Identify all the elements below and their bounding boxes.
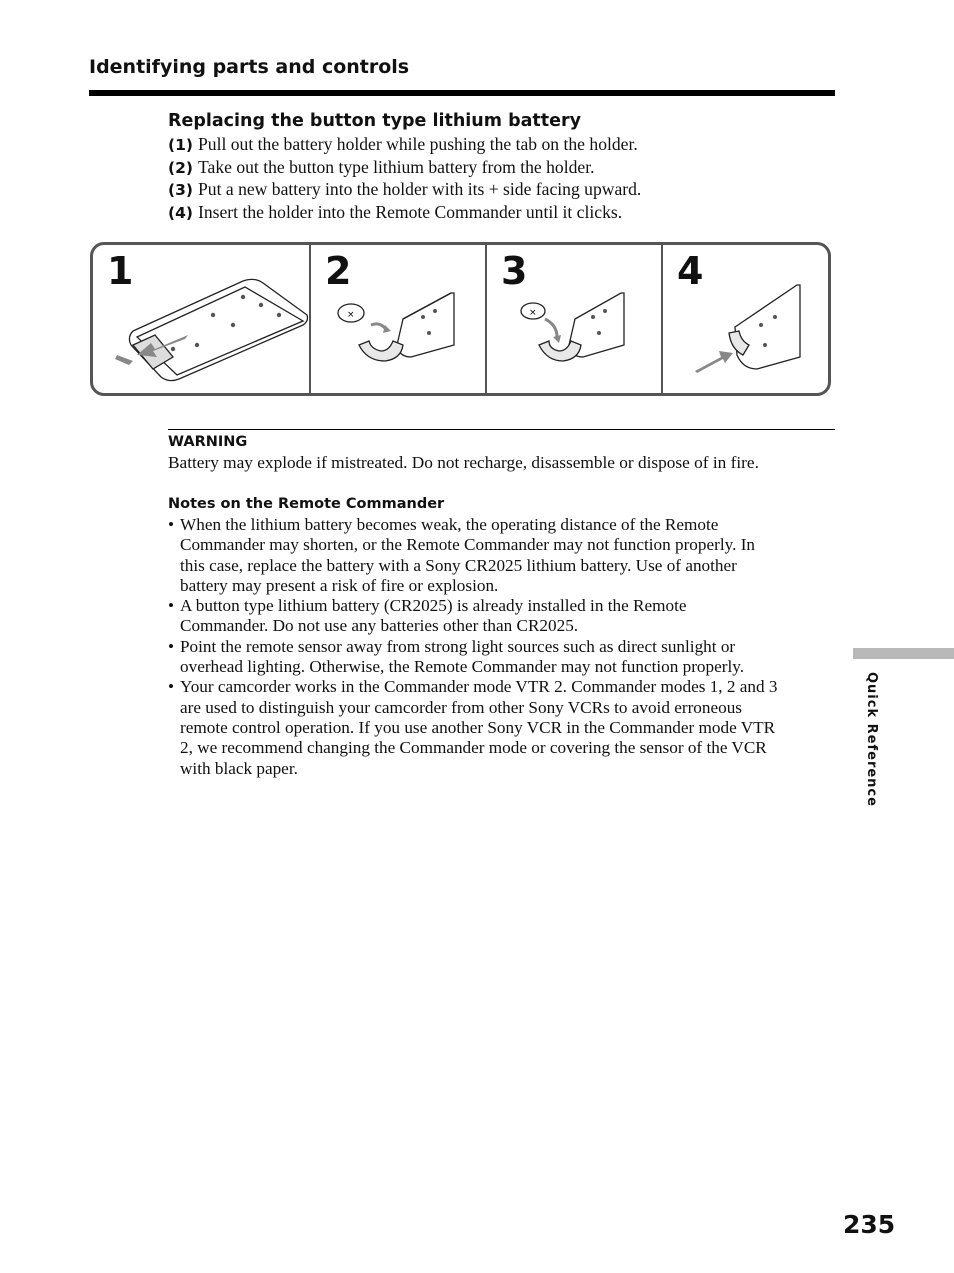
step-text: Take out the button type lithium battery from the holder.	[198, 156, 595, 177]
subsection-title: Replacing the button type lithium battery	[168, 111, 582, 131]
steps-list	[168, 133, 641, 224]
header-rule	[89, 90, 835, 96]
step-number: (1)	[168, 136, 193, 154]
notes-list	[168, 515, 843, 779]
note-line: When the lithium battery becomes weak, the operating distance of the Remote	[180, 515, 719, 534]
figure-panel-4	[663, 245, 831, 393]
step-item	[168, 156, 641, 179]
note-line: remote control operation. If you use another Sony VCR in the Commander mode VTR	[180, 717, 776, 737]
step-item	[168, 133, 641, 156]
battery-replacement-figure	[90, 242, 831, 396]
figure-panel-1	[93, 245, 309, 393]
step-number: (4)	[168, 204, 193, 223]
note-line: Commander may shorten, or the Remote Commander may not function properly. In	[180, 535, 756, 555]
step-label: 4	[677, 249, 704, 293]
note-item	[168, 515, 843, 596]
step-number: (2)	[168, 158, 193, 177]
note-line: Commander. Do not use any batteries other than CR2025.	[180, 616, 579, 636]
step-item	[168, 178, 641, 201]
battery-insertion-illustration	[487, 245, 661, 393]
bullet: •	[168, 515, 175, 534]
note-item	[168, 596, 843, 637]
figure-panel-3	[487, 245, 661, 393]
warning-title: WARNING	[168, 434, 248, 450]
svg-text:×: ×	[347, 310, 355, 320]
note-line: Point the remote sensor away from strong light sources such as direct sunlight or	[180, 636, 736, 656]
note-line: battery may present a risk of fire or explosion.	[180, 575, 499, 595]
warning-rule	[168, 429, 835, 430]
step-item	[168, 201, 641, 224]
step-label: 1	[107, 249, 134, 293]
step-text: Insert the holder into the Remote Commander until it clicks.	[198, 202, 623, 223]
note-line: Your camcorder works in the Commander mode VTR 2. Commander modes 1, 2 and 3	[180, 677, 778, 697]
page-number: 235	[843, 1210, 896, 1239]
figure-panel-2	[311, 245, 485, 393]
side-tab-label: Quick Reference	[864, 672, 879, 807]
notes-title: Notes on the Remote Commander	[168, 496, 445, 512]
warning-text: Battery may explode if mistreated. Do not recharge, disassemble or dispose of in fire.	[168, 453, 759, 472]
side-tab-marker	[853, 648, 954, 659]
battery-removal-illustration	[311, 245, 485, 393]
note-line: are used to distinguish your camcorder from other Sony VCRs to avoid erroneous	[180, 697, 742, 717]
step-text: Put a new battery into the holder with its + side facing upward.	[198, 179, 642, 200]
step-label: 3	[501, 249, 528, 293]
note-line: 2, we recommend changing the Commander mode or covering the sensor of the VCR	[180, 738, 767, 758]
bullet: •	[168, 636, 175, 656]
bullet: •	[168, 677, 175, 697]
note-line: this case, replace the battery with a Sony CR2025 lithium battery. Use of another	[180, 555, 737, 575]
step-number: (3)	[168, 181, 193, 200]
holder-insertion-illustration	[663, 245, 831, 393]
section-header: Identifying parts and controls	[89, 56, 410, 78]
note-line: overhead lighting. Otherwise, the Remote Commander may not function properly.	[180, 657, 745, 677]
note-item	[168, 677, 843, 778]
note-item	[168, 637, 843, 678]
note-line: with black paper.	[180, 758, 298, 778]
bullet: •	[168, 596, 175, 616]
step-label: 2	[325, 249, 352, 293]
svg-text:×: ×	[529, 308, 537, 318]
remote-pull-holder-illustration	[93, 245, 309, 393]
step-text: Pull out the battery holder while pushing the tab on the holder.	[198, 134, 638, 154]
note-line: A button type lithium battery (CR2025) is already installed in the Remote	[180, 596, 687, 616]
